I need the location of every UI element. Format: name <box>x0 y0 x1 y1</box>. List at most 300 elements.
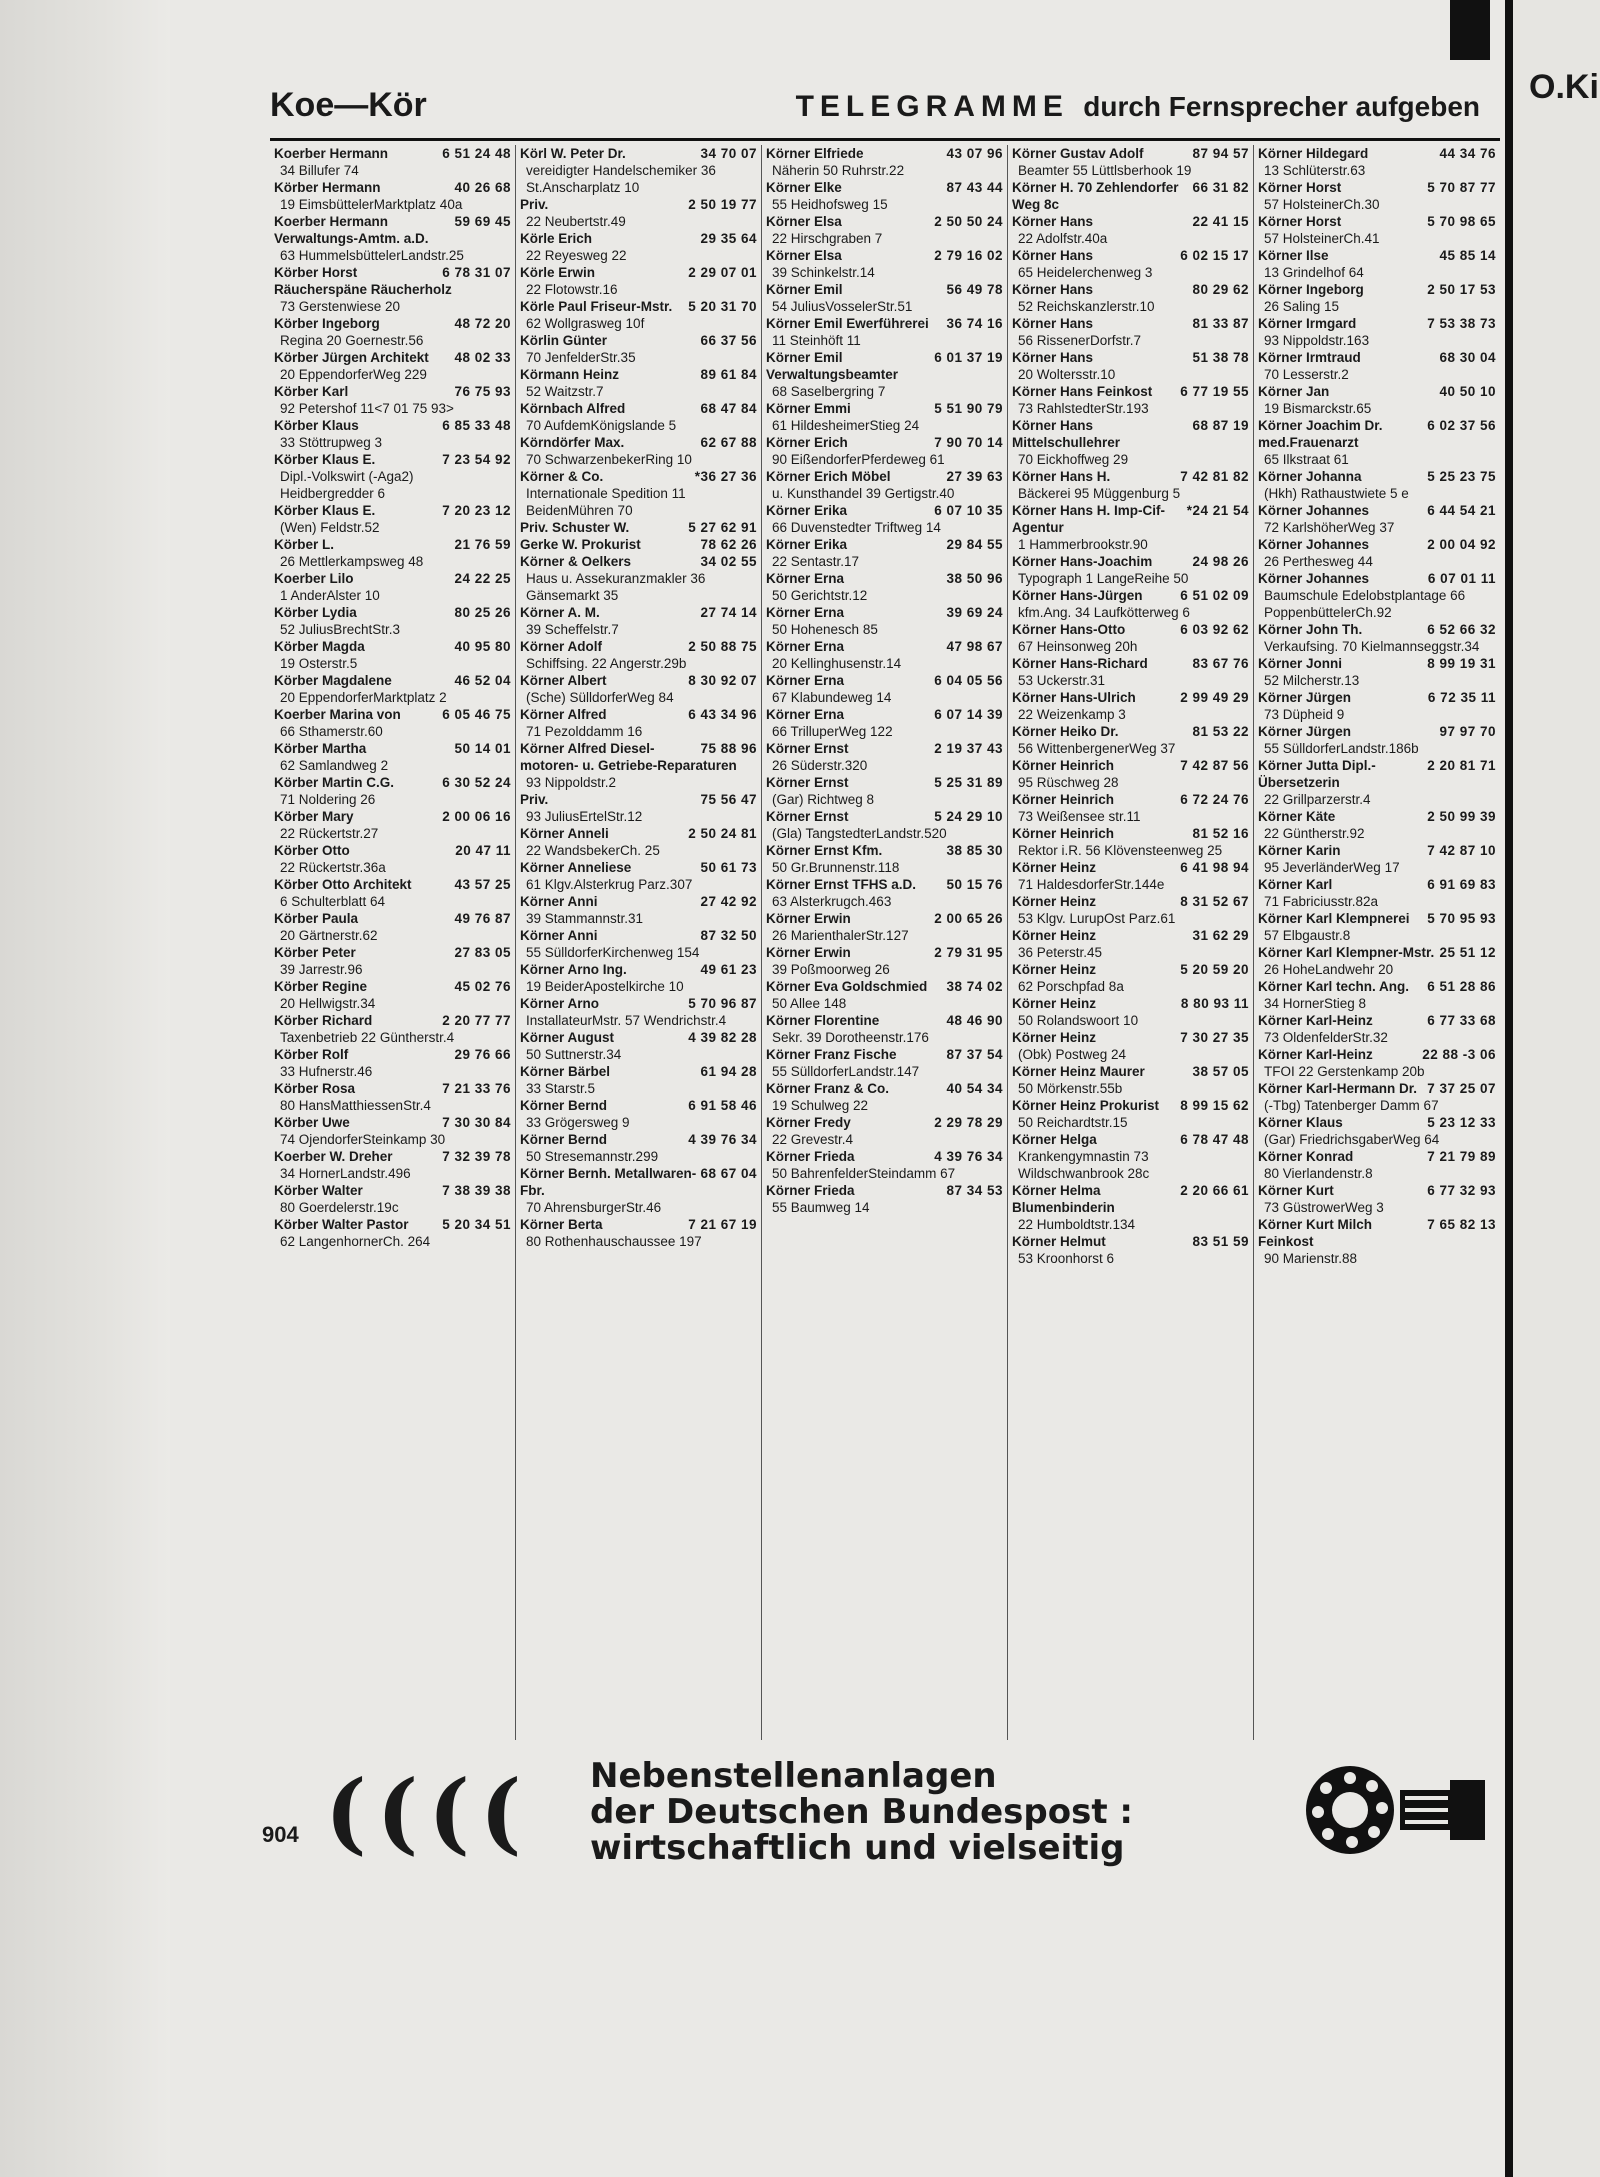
column-1 <box>270 145 516 1740</box>
listing-phone: 8 31 52 67 <box>1180 894 1249 909</box>
listing-entry <box>1012 825 1249 859</box>
listing-phone: 68 30 04 <box>1439 350 1496 365</box>
listing-address: 22 Hirschgraben 7 <box>772 231 883 246</box>
listing-name: Körner Frieda <box>766 1183 855 1198</box>
listing-phone: 51 38 78 <box>1192 350 1249 365</box>
listing-address: 33 Grögersweg 9 <box>526 1115 630 1130</box>
listing-address: 70 JenfelderStr.35 <box>526 350 636 365</box>
listing-name: Körner Emil Ewerführerei <box>766 316 929 331</box>
listing-phone: 6 51 28 86 <box>1427 979 1496 994</box>
listing-address: 57 HolsteinerCh.41 <box>1264 231 1380 246</box>
listing-address: 22 Rückertstr.36a <box>280 860 386 875</box>
listing-name: Priv. <box>520 197 549 212</box>
listing-name: Körner Elsa <box>766 248 842 263</box>
listing-phone: 7 20 23 12 <box>442 503 511 518</box>
listing-address: 20 EppendorferMarktplatz 2 <box>280 690 447 705</box>
listing-name: Körber Klaus <box>274 418 359 433</box>
listing-address: 34 Billufer 74 <box>280 163 359 178</box>
listing-entry <box>1012 417 1249 468</box>
listing-name: Körner Berta <box>520 1217 603 1232</box>
listing-address: (Wen) Feldstr.52 <box>280 520 380 535</box>
listing-entry <box>274 604 511 638</box>
listing-name: Körber Peter <box>274 945 356 960</box>
listing-phone: 6 91 69 83 <box>1427 877 1496 892</box>
listing-phone: 68 47 84 <box>700 401 757 416</box>
listing-entry <box>1258 808 1496 842</box>
listing-name: Körner Horst <box>1258 180 1342 195</box>
listing-phone: 6 52 66 32 <box>1427 622 1496 637</box>
listing-name: Körner Arno <box>520 996 600 1011</box>
listing-name: Körner Bärbel <box>520 1064 611 1079</box>
listing-phone: 6 05 46 75 <box>442 707 511 722</box>
listing-name: Körner Ernst <box>766 741 849 756</box>
listing-name: Körner Hans-Richard <box>1012 656 1148 671</box>
ad-line-2: der Deutschen Bundespost : <box>590 1792 1134 1832</box>
listing-entry <box>766 1046 1003 1080</box>
listing-entry <box>766 740 1003 774</box>
listing-name: Körner Elfriede <box>766 146 864 161</box>
listing-name: Koerber Hermann <box>274 146 389 161</box>
listing-phone: 27 83 05 <box>454 945 511 960</box>
listing-entry <box>520 400 757 434</box>
listing-entry <box>1258 383 1496 417</box>
listing-entry <box>1012 213 1249 247</box>
listing-address: 57 HolsteinerCh.30 <box>1264 197 1380 212</box>
listing-entry <box>1258 876 1496 910</box>
listing-name: Körner Heinz Maurer <box>1012 1064 1145 1079</box>
listing-entry <box>520 298 757 332</box>
listing-entry <box>1012 995 1249 1029</box>
listing-phone: 2 50 88 75 <box>688 639 757 654</box>
listing-name: Körber Otto <box>274 843 350 858</box>
listing-name: Körner Irmtraud <box>1258 350 1361 365</box>
listing-name: Körner Hans <box>1012 248 1094 263</box>
listing-name: Körner Erwin <box>766 911 851 926</box>
listing-name: Körner Anneli <box>520 826 609 841</box>
directory-columns <box>270 145 1500 1740</box>
listing-name: Körner Heinz Prokurist <box>1012 1098 1160 1113</box>
listing-entry <box>1012 1182 1249 1233</box>
listing-entry <box>274 978 511 1012</box>
listing-entry <box>766 978 1003 1012</box>
listing-phone: 5 20 31 70 <box>688 299 757 314</box>
listing-entry <box>274 1012 511 1046</box>
listing-entry <box>766 876 1003 910</box>
footer-ad <box>262 1750 1500 1870</box>
listing-address: 62 Wollgrasweg 10f <box>526 316 645 331</box>
listing-phone: 80 25 26 <box>454 605 511 620</box>
listing-address: 13 Grindelhof 64 <box>1264 265 1364 280</box>
listing-address: 50 Rolandswoort 10 <box>1018 1013 1139 1028</box>
left-margin <box>0 0 170 2177</box>
listing-entry <box>520 434 757 468</box>
listing-phone: 5 51 90 79 <box>934 401 1003 416</box>
listing-name: Körner & Oelkers <box>520 554 632 569</box>
listing-entry <box>766 179 1003 213</box>
listing-phone: 21 76 59 <box>454 537 511 552</box>
listing-address: 19 Bismarckstr.65 <box>1264 401 1372 416</box>
listing-address: 67 Heinsonweg 20h <box>1018 639 1138 654</box>
listing-name: Körber Magdalene <box>274 673 392 688</box>
listing-name: Körner Emmi <box>766 401 851 416</box>
listing-address: 50 BahrenfelderSteindamm 67 <box>772 1166 956 1181</box>
listing-name: Körner H. 70 Zehlendorfer Weg 8c <box>1012 180 1179 212</box>
listing-entry <box>1258 757 1496 808</box>
column-3 <box>762 145 1008 1740</box>
listing-name: Körner Hans <box>1012 316 1094 331</box>
listing-name: Körner Hans H. <box>1012 469 1111 484</box>
listing-address: 22 WandsbekerCh. 25 <box>526 843 660 858</box>
listing-phone: 43 07 96 <box>946 146 1003 161</box>
listing-phone: 6 72 24 76 <box>1180 792 1249 807</box>
listing-entry <box>766 1080 1003 1114</box>
listing-entry <box>274 1148 511 1182</box>
listing-entry <box>1012 315 1249 349</box>
listing-address: (Sche) SülldorferWeg 84 <box>526 690 674 705</box>
listing-entry <box>520 927 757 961</box>
listing-address: 22 Güntherstr.92 <box>1264 826 1365 841</box>
listing-phone: 38 50 96 <box>946 571 1003 586</box>
listing-name: Körner & Co. <box>520 469 604 484</box>
listing-entry <box>766 468 1003 502</box>
listing-entry <box>1258 842 1496 876</box>
listing-name: Körner Hans-Ulrich <box>1012 690 1136 705</box>
listing-name: Körner Frieda <box>766 1149 855 1164</box>
listing-address: 19 EimsbüttelerMarktplatz 40a <box>280 197 463 212</box>
listing-phone: 89 61 84 <box>700 367 757 382</box>
ad-line-3: wirtschaftlich und vielseitig <box>590 1828 1125 1868</box>
listing-entry <box>274 264 511 315</box>
listing-name: Körmann Heinz <box>520 367 620 382</box>
listing-phone: 49 76 87 <box>454 911 511 926</box>
listing-name: Körner Konrad <box>1258 1149 1354 1164</box>
listing-entry <box>520 859 757 893</box>
listing-address: 53 Klgv. LurupOst Parz.61 <box>1018 911 1176 926</box>
listing-name: Körndörfer Max. <box>520 435 625 450</box>
listing-phone: 2 29 78 29 <box>934 1115 1003 1130</box>
listing-address: 70 Lesserstr.2 <box>1264 367 1349 382</box>
listing-address: 56 RissenerDorfstr.7 <box>1018 333 1142 348</box>
listing-phone: 4 39 76 34 <box>934 1149 1003 1164</box>
listing-phone: 50 61 73 <box>700 860 757 875</box>
listing-name: Körner Heinz <box>1012 962 1097 977</box>
listing-address: Krankengymnastin 73 Wildschwanbrook 28c <box>1018 1149 1150 1181</box>
listing-entry <box>520 1131 757 1165</box>
listing-phone: 75 56 47 <box>700 792 757 807</box>
listing-address: 73 Weißensee str.11 <box>1018 809 1141 824</box>
listing-entry <box>1012 145 1249 179</box>
listing-phone: 6 43 34 96 <box>688 707 757 722</box>
listing-address: 55 SülldorferKirchenweg 154 <box>526 945 700 960</box>
listing-address: 62 LangenhornerCh. 264 <box>280 1234 431 1249</box>
listing-entry <box>1012 655 1249 689</box>
listing-name: Körner Karl-Hermann Dr. <box>1258 1081 1418 1096</box>
listing-name: Körner Jutta Dipl.-Übersetzerin <box>1258 758 1376 790</box>
page-header <box>270 78 1500 141</box>
listing-entry <box>1258 502 1496 536</box>
listing-entry <box>1258 213 1496 247</box>
listing-entry <box>520 536 757 553</box>
listing-name: Priv. Schuster W. <box>520 520 630 535</box>
listing-name: Körber Klaus E. <box>274 452 376 467</box>
listing-name: Körner Arno Ing. <box>520 962 627 977</box>
listing-name: Körlin Günter <box>520 333 607 348</box>
listing-entry <box>1012 1131 1249 1182</box>
listing-entry <box>1012 1097 1249 1131</box>
listing-phone: 38 74 02 <box>946 979 1003 994</box>
listing-phone: 62 67 88 <box>700 435 757 450</box>
listing-name: Körner Heinz <box>1012 894 1097 909</box>
listing-name: Körber Ingeborg <box>274 316 380 331</box>
listing-name: Körner Erna <box>766 571 845 586</box>
column-5 <box>1254 145 1500 1740</box>
listing-name: Körner Karl Klempnerei <box>1258 911 1410 926</box>
listing-phone: 5 70 98 65 <box>1427 214 1496 229</box>
listing-phone: 2 20 66 61 <box>1180 1183 1249 1198</box>
listing-address: 53 Uckerstr.31 <box>1018 673 1106 688</box>
listing-phone: 97 97 70 <box>1439 724 1496 739</box>
listing-phone: 66 37 56 <box>700 333 757 348</box>
listing-name: Körber Rosa <box>274 1081 356 1096</box>
listing-phone: 6 77 19 55 <box>1180 384 1249 399</box>
listing-name: Körner Hans-Otto <box>1012 622 1126 637</box>
listing-name: Körner Albert <box>520 673 607 688</box>
listing-entry <box>274 349 511 383</box>
listing-entry <box>1258 468 1496 502</box>
listing-phone: 6 04 05 56 <box>934 673 1003 688</box>
listing-address: 55 Heidhofsweg 15 <box>772 197 888 212</box>
listing-entry <box>1012 349 1249 383</box>
listing-name: Körber Magda <box>274 639 365 654</box>
listing-entry <box>1012 1063 1249 1097</box>
listing-entry <box>274 179 511 213</box>
listing-entry <box>1012 1233 1249 1267</box>
listing-name: Körner Karin <box>1258 843 1341 858</box>
listing-name: Körner Hans <box>1012 214 1094 229</box>
listing-address: 92 Petershof 11<7 01 75 93> <box>280 401 454 416</box>
listing-address: 52 Reichskanzlerstr.10 <box>1018 299 1155 314</box>
listing-phone: 40 54 34 <box>946 1081 1003 1096</box>
listing-entry <box>1012 961 1249 995</box>
listing-phone: 6 91 58 46 <box>688 1098 757 1113</box>
listing-phone: 2 00 04 92 <box>1427 537 1496 552</box>
listing-entry <box>520 519 757 536</box>
listing-phone: 22 41 15 <box>1192 214 1249 229</box>
listing-address: 70 AufdemKönigslande 5 <box>526 418 677 433</box>
listing-address: 95 Rüschweg 28 <box>1018 775 1119 790</box>
next-page-header: O.Ki <box>1529 68 1599 106</box>
listing-phone: 24 22 25 <box>454 571 511 586</box>
listing-name: Körner Karl-Heinz <box>1258 1047 1373 1062</box>
listing-phone: 2 50 99 39 <box>1427 809 1496 824</box>
listing-address: (Hkh) Rathaustwiete 5 e <box>1264 486 1409 501</box>
listing-name: Körber Rolf <box>274 1047 349 1062</box>
listing-phone: 87 43 44 <box>946 180 1003 195</box>
listing-phone: 2 20 81 71 <box>1427 758 1496 773</box>
listing-entry <box>1012 587 1249 621</box>
listing-entry <box>274 808 511 842</box>
listing-phone: 6 07 10 35 <box>934 503 1003 518</box>
listing-phone: 2 50 24 81 <box>688 826 757 841</box>
listing-name: Körner Hans-Joachim <box>1012 554 1153 569</box>
listing-phone: 45 85 14 <box>1439 248 1496 263</box>
listing-address: 22 Weizenkamp 3 <box>1018 707 1126 722</box>
listing-phone: 6 02 37 56 <box>1427 418 1496 433</box>
listing-name: Körber Uwe <box>274 1115 350 1130</box>
listing-entry <box>766 808 1003 842</box>
listing-entry <box>274 383 511 417</box>
listing-entry <box>1258 1148 1496 1182</box>
listing-entry <box>1012 281 1249 315</box>
listing-address: 20 Hellwigstr.34 <box>280 996 376 1011</box>
listing-address: 57 Elbgaustr.8 <box>1264 928 1351 943</box>
listing-address: 70 Eickhoffweg 29 <box>1018 452 1129 467</box>
listing-entry <box>274 842 511 876</box>
listing-address: 26 Süderstr.320 <box>772 758 868 773</box>
listing-name: Körner Heinz <box>1012 1030 1097 1045</box>
listing-address: Baumschule Edelobstplantage 66 PoppenbüttelerCh.92 <box>1264 588 1466 620</box>
listing-address: Verkaufsing. 70 Kielmannseggstr.34 <box>1264 639 1480 654</box>
listing-entry <box>274 1046 511 1080</box>
listing-entry <box>520 264 757 298</box>
listing-phone: 2 00 06 16 <box>442 809 511 824</box>
listing-phone: 83 51 59 <box>1192 1234 1249 1249</box>
listing-phone: 6 77 32 93 <box>1427 1183 1496 1198</box>
listing-entry <box>520 145 757 196</box>
listing-address: Haus u. Assekuranzmakler 36 Gänsemarkt 35 <box>526 571 706 603</box>
listing-address: 93 Nippoldstr.2 <box>526 775 617 790</box>
listing-phone: 8 80 93 11 <box>1180 996 1249 1011</box>
listing-entry <box>766 281 1003 315</box>
listing-name: Körner Hans <box>1012 350 1094 365</box>
listing-entry <box>1012 247 1249 281</box>
listing-phone: 56 49 78 <box>946 282 1003 297</box>
listing-entry <box>274 213 511 264</box>
listing-entry <box>1258 1080 1496 1114</box>
listing-phone: 6 78 31 07 <box>442 265 511 280</box>
ad-line-1: Nebenstellenanlagen <box>590 1756 997 1796</box>
listing-entry <box>1012 179 1249 213</box>
listing-phone: 34 70 07 <box>700 146 757 161</box>
listing-address: 50 Gr.Brunnenstr.118 <box>772 860 900 875</box>
listing-name: Körner Jürgen <box>1258 690 1352 705</box>
listing-phone: 7 32 39 78 <box>442 1149 511 1164</box>
listing-entry <box>520 706 757 740</box>
listing-phone: 7 30 27 35 <box>1180 1030 1249 1045</box>
column-2 <box>516 145 762 1740</box>
listing-name: Körner Kurt <box>1258 1183 1334 1198</box>
listing-name: Körber Walter Pastor <box>274 1217 409 1232</box>
listing-phone: 5 25 23 75 <box>1427 469 1496 484</box>
listing-address: 62 Samlandweg 2 <box>280 758 389 773</box>
listing-phone: 29 35 64 <box>700 231 757 246</box>
listing-name: Körber Lydia <box>274 605 357 620</box>
listing-address: 50 Reichardtstr.15 <box>1018 1115 1128 1130</box>
listing-address: Sekr. 39 Dorotheenstr.176 <box>772 1030 929 1045</box>
listing-address: 22 Grillparzerstr.4 <box>1264 792 1371 807</box>
listing-name: Körber Martin C.G. <box>274 775 395 790</box>
listing-name: Körner Jan <box>1258 384 1330 399</box>
listing-entry <box>1012 502 1249 553</box>
listing-address: 50 Mörkenstr.55b <box>1018 1081 1123 1096</box>
listing-phone: 6 72 35 11 <box>1427 690 1496 705</box>
listing-name: Körner Bernd <box>520 1098 608 1113</box>
listing-name: Körber Regine <box>274 979 368 994</box>
listing-phone: 6 02 15 17 <box>1180 248 1249 263</box>
listing-address: 22 Flotowstr.16 <box>526 282 618 297</box>
listing-address: 61 Klgv.Alsterkrug Parz.307 <box>526 877 693 892</box>
listing-address: Näherin 50 Ruhrstr.22 <box>772 163 905 178</box>
listing-phone: 2 20 77 77 <box>442 1013 511 1028</box>
listing-entry <box>766 536 1003 570</box>
listing-entry <box>274 451 511 502</box>
listing-entry <box>1012 757 1249 791</box>
listing-address: 90 EißendorferPferdeweg 61 <box>772 452 945 467</box>
listing-phone: 29 84 55 <box>946 537 1003 552</box>
listing-name: Körner Heinz <box>1012 928 1097 943</box>
listing-name: Körner Hans <box>1012 282 1094 297</box>
listing-name: Körner Johannes <box>1258 571 1370 586</box>
listing-entry <box>1012 927 1249 961</box>
listing-name: Körber Walter <box>274 1183 363 1198</box>
listing-phone: 7 30 30 84 <box>442 1115 511 1130</box>
listing-address: Regina 20 Goernestr.56 <box>280 333 424 348</box>
listing-address: Dipl.-Volkswirt (-Aga2) Heidbergredder 6 <box>280 469 414 501</box>
listing-phone: 7 23 54 92 <box>442 452 511 467</box>
listing-entry <box>520 791 757 825</box>
listing-name: Körner Johannes <box>1258 537 1370 552</box>
listing-name: Körner Heiko Dr. <box>1012 724 1119 739</box>
listing-address: 74 OjendorferSteinkamp 30 <box>280 1132 446 1147</box>
listing-name: Körner Karl-Heinz <box>1258 1013 1373 1028</box>
listing-phone: 20 47 11 <box>455 843 511 858</box>
listing-phone: 6 41 98 94 <box>1180 860 1249 875</box>
listing-phone: 47 98 67 <box>946 639 1003 654</box>
telegramme-sub: durch Fernsprecher aufgeben <box>1083 91 1480 122</box>
listing-entry <box>1012 723 1249 757</box>
listing-entry <box>766 672 1003 706</box>
listing-address: 61 HildesheimerStieg 24 <box>772 418 920 433</box>
listing-phone: 49 61 23 <box>700 962 757 977</box>
listing-name: Körner Helma Blumenbinderin <box>1012 1183 1115 1215</box>
listing-name: Körner Elsa <box>766 214 842 229</box>
listing-address: 26 Saling 15 <box>1264 299 1340 314</box>
listing-phone: 36 74 16 <box>946 316 1003 331</box>
listing-name: Körner Heinrich <box>1012 826 1115 841</box>
listing-name: Körner Karl <box>1258 877 1333 892</box>
listing-entry <box>274 944 511 978</box>
listing-address: Rektor i.R. 56 Klövensteenweg 25 <box>1018 843 1223 858</box>
listing-phone: 2 79 31 95 <box>934 945 1003 960</box>
listing-phone: 6 51 24 48 <box>442 146 511 161</box>
listing-phone: 87 94 57 <box>1192 146 1249 161</box>
listing-name: Körner Helga <box>1012 1132 1097 1147</box>
listing-address: 39 Poßmoorweg 26 <box>772 962 890 977</box>
listing-entry <box>520 366 757 400</box>
listing-address: 90 Marienstr.88 <box>1264 1251 1358 1266</box>
listing-name: Gerke W. Prokurist <box>520 537 641 552</box>
listing-name: Körner Erna <box>766 707 845 722</box>
listing-phone: 48 72 20 <box>454 316 511 331</box>
listing-entry <box>274 570 511 604</box>
listing-name: Körner Hildegard <box>1258 146 1369 161</box>
listing-entry <box>274 910 511 944</box>
listing-address: 26 MarienthalerStr.127 <box>772 928 909 943</box>
listing-address: 20 EppendorferWeg 229 <box>280 367 427 382</box>
listing-phone: 7 21 67 19 <box>688 1217 757 1232</box>
listing-phone: 6 07 14 39 <box>934 707 1003 722</box>
listing-phone: 7 38 39 38 <box>442 1183 511 1198</box>
